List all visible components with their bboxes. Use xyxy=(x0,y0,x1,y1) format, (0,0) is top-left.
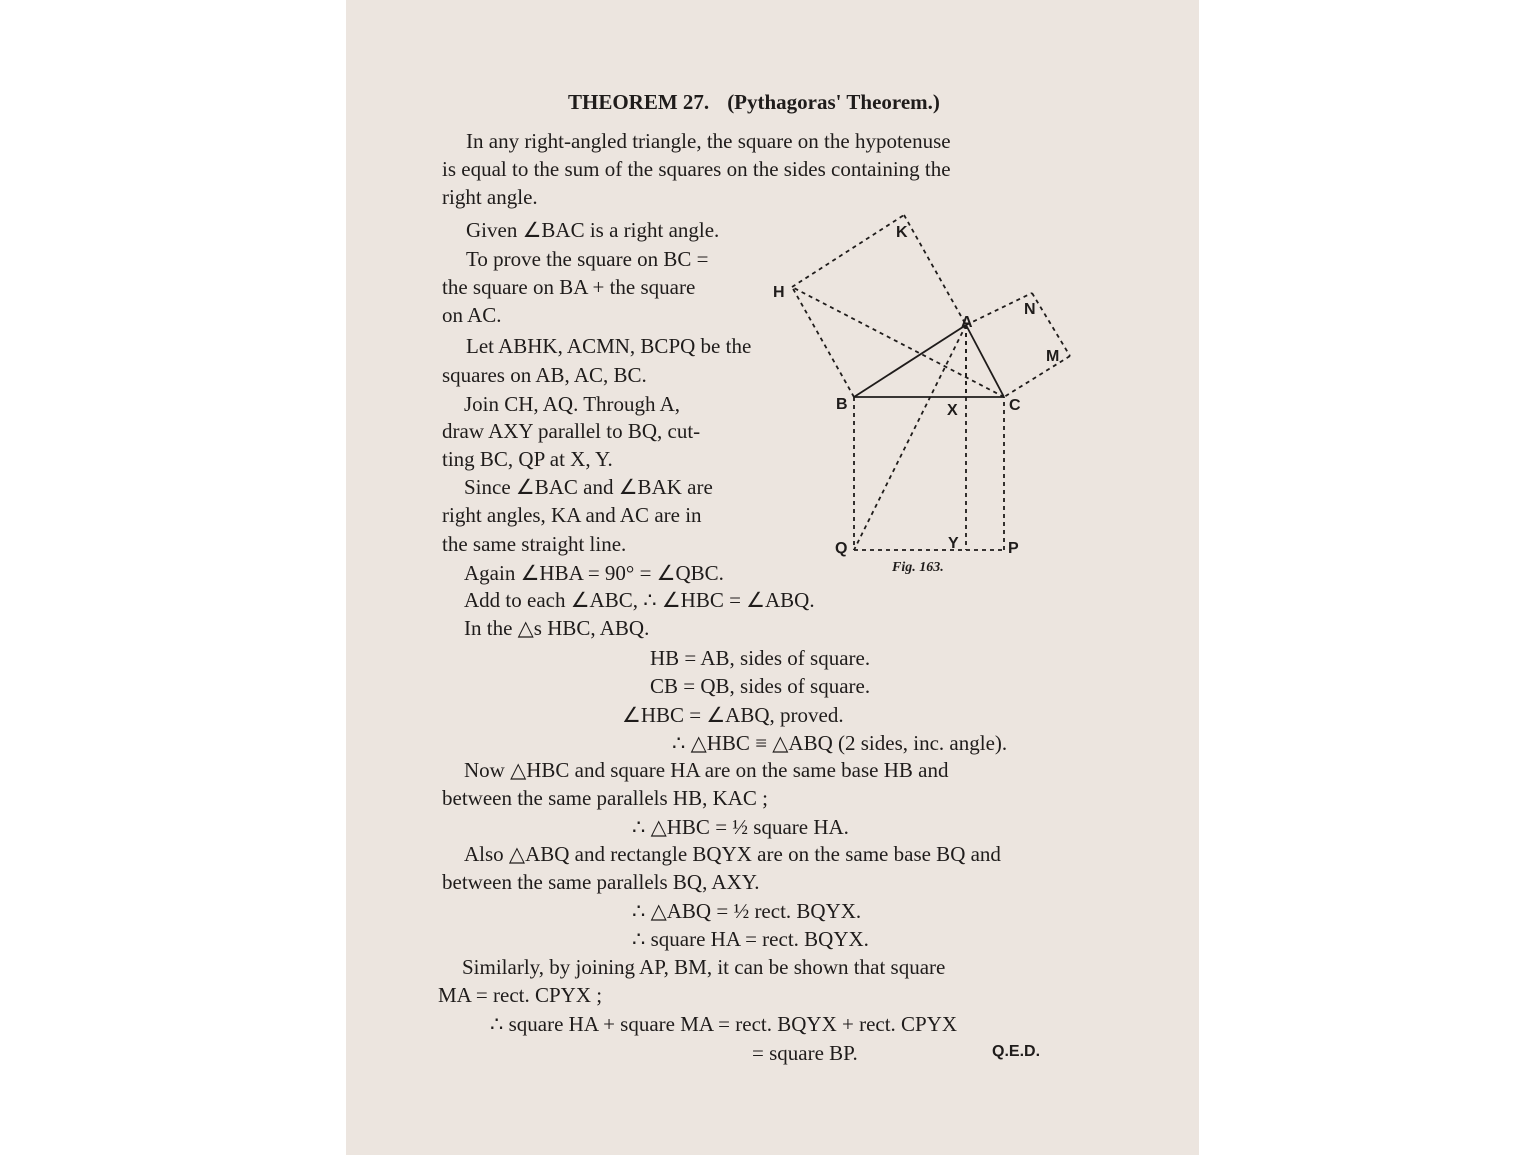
proof-line: To prove the square on BC = xyxy=(466,247,709,271)
point-label-N: N xyxy=(1024,301,1036,318)
theorem-number: THEOREM 27. xyxy=(568,90,710,114)
proof-line: HB = AB, sides of square. xyxy=(650,646,871,670)
segment-KA xyxy=(904,215,966,325)
proof-line: ∴ △ABQ = ½ rect. BQYX. xyxy=(632,899,862,923)
segment-AC xyxy=(966,325,1004,397)
proof-line: Again ∠HBA = 90° = ∠QBC. xyxy=(464,561,724,585)
segment-AQ xyxy=(854,325,966,550)
segment-AB xyxy=(854,325,966,397)
proof-line: ting BC, QP at X, Y. xyxy=(442,447,613,471)
statement-line: In any right-angled triangle, the square on the hypotenuse xyxy=(466,129,951,153)
point-label-X: X xyxy=(947,402,958,419)
point-label-H: H xyxy=(773,284,785,301)
proof-line: the square on BA + the square xyxy=(442,275,696,299)
proof-line: on AC. xyxy=(442,303,502,327)
proof-line: ∴ square HA = rect. BQYX. xyxy=(632,927,869,951)
pythagoras-figure xyxy=(770,200,1090,570)
point-label-Q: Q xyxy=(835,540,848,557)
proof-line: Let ABHK, ACMN, BCPQ be the xyxy=(466,334,752,358)
theorem-name: (Pythagoras' Theorem.) xyxy=(727,90,940,114)
segment-AN xyxy=(966,293,1032,325)
proof-line: ∠HBC = ∠ABQ, proved. xyxy=(622,703,844,727)
point-label-A: A xyxy=(961,314,973,331)
point-label-C: C xyxy=(1009,397,1021,414)
proof-line: Since ∠BAC and ∠BAK are xyxy=(464,475,713,499)
proof-line: right angles, KA and AC are in xyxy=(442,503,702,527)
proof-line: Now △HBC and square HA are on the same base HB and xyxy=(464,758,949,782)
book-page xyxy=(346,0,1199,1155)
proof-line: Also △ABQ and rectangle BQYX are on the same base BQ and xyxy=(464,842,1001,866)
point-label-Y: Y xyxy=(948,535,959,552)
proof-line: Add to each ∠ABC, ∴ ∠HBC = ∠ABQ. xyxy=(464,588,815,612)
point-label-K: K xyxy=(896,224,908,241)
proof-line: between the same parallels HB, KAC ; xyxy=(442,786,768,810)
proof-line: the same straight line. xyxy=(442,532,627,556)
proof-line: CB = QB, sides of square. xyxy=(650,674,871,698)
theorem-title xyxy=(568,90,940,115)
statement-line: right angle. xyxy=(442,185,538,209)
statement-line: is equal to the sum of the squares on the sides containing the xyxy=(442,157,951,181)
proof-line: Similarly, by joining AP, BM, it can be shown that square xyxy=(462,955,946,979)
proof-line: In the △s HBC, ABQ. xyxy=(464,616,650,640)
proof-line: ∴ square HA + square MA = rect. BQYX + rect. CPYX xyxy=(490,1012,958,1036)
proof-line: ∴ △HBC ≡ △ABQ (2 sides, inc. angle). xyxy=(672,731,1008,755)
segment-MC xyxy=(1004,356,1070,397)
proof-line: MA = rect. CPYX ; xyxy=(438,983,603,1007)
proof-line: = square BP. xyxy=(752,1041,858,1065)
point-label-M: M xyxy=(1046,348,1060,365)
segment-CH xyxy=(792,287,1004,397)
segment-HK xyxy=(792,215,904,287)
proof-line: squares on AB, AC, BC. xyxy=(442,363,647,387)
proof-line: draw AXY parallel to BQ, cut- xyxy=(442,419,701,443)
proof-line: ∴ △HBC = ½ square HA. xyxy=(632,815,849,839)
proof-line: Given ∠BAC is a right angle. xyxy=(466,218,720,242)
proof-line: Join CH, AQ. Through A, xyxy=(464,392,681,416)
figure-caption: Fig. 163. xyxy=(892,560,944,575)
segment-NM xyxy=(1032,293,1070,356)
qed-mark: Q.E.D. xyxy=(992,1043,1041,1060)
point-label-P: P xyxy=(1008,540,1019,557)
point-label-B: B xyxy=(836,396,848,413)
proof-line: between the same parallels BQ, AXY. xyxy=(442,870,760,894)
